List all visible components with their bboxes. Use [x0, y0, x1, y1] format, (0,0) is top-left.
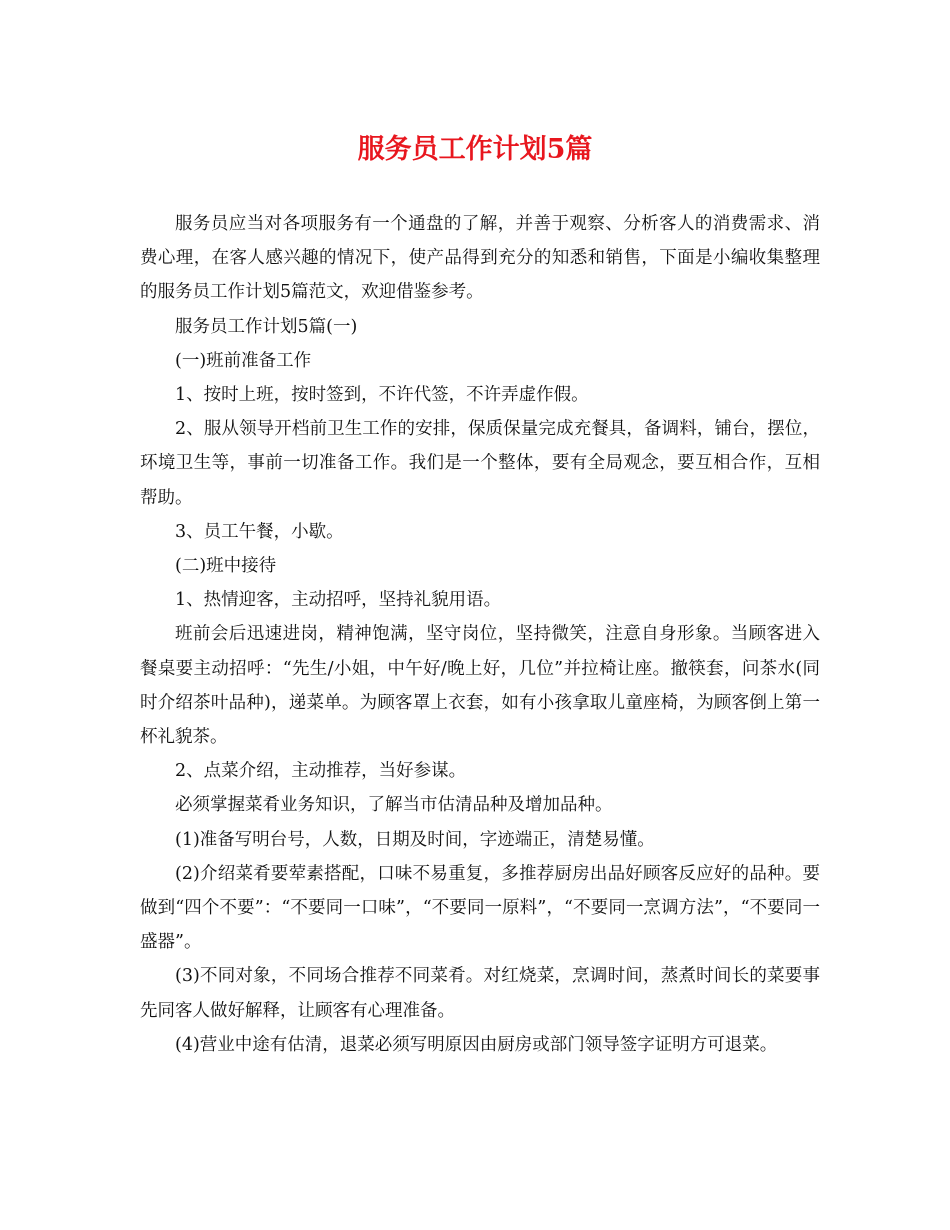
paragraph-intro: 服务员应当对各项服务有一个通盘的了解，并善于观察、分析客人的消费需求、消费心理，在客人感兴趣的情况下，使产品得到充分的知悉和销售，下面是小编收集整理的服务员工作计划5篇范文，欢迎借鉴参考。 [140, 214, 820, 303]
paragraph-subitem: (4)营业中途有估清，退菜必须写明原因由厨房或部门领导签字证明方可退菜。 [175, 1034, 778, 1055]
paragraph-item: 1、热情迎客，主动招呼，坚持礼貌用语。 [175, 590, 502, 611]
paragraph-section-1-heading: (一)班前准备工作 [175, 350, 312, 371]
paragraph-subitem: (3)不同对象，不同场合推荐不同菜肴。对红烧菜，烹调时间，蒸煮时间长的菜要事先同客人做好解释，让顾客有心理准备。 [140, 966, 820, 1021]
paragraph-text: 班前会后迅速进岗，精神饱满，坚守岗位，坚持微笑，注意自身形象。当顾客进入餐桌要主动招呼：“先生/小姐，中午好/晚上好，几位”并拉椅让座。撤筷套，问茶水(同时介绍茶叶品种)，递菜单。为顾客罩上衣套，如有小孩拿取儿童座椅，为顾客倒上第一杯礼貌茶。 [140, 624, 820, 748]
paragraph-subitem: (1)准备写明台号，人数，日期及时间，字迹端正，清楚易懂。 [175, 829, 655, 850]
paragraph-item: 2、点菜介绍，主动推荐，当好参谋。 [175, 761, 467, 782]
paragraph-section-2-heading: (二)班中接待 [175, 556, 277, 577]
paragraph-item: 2、服从领导开档前卫生工作的安排，保质保量完成充餐具，备调料，铺台，摆位，环境卫生等，事前一切准备工作。我们是一个整体，要有全局观念，要互相合作，互相帮助。 [140, 419, 820, 508]
paragraph-plan-heading: 服务员工作计划5篇(一) [175, 316, 358, 337]
paragraph-text: 必须掌握菜肴业务知识，了解当市估清品种及增加品种。 [175, 795, 613, 816]
document-title: 服务员工作计划5篇 [357, 134, 593, 165]
document-body [140, 207, 820, 1062]
paragraph-item: 3、员工午餐，小歇。 [175, 521, 344, 542]
paragraph-item: 1、按时上班，按时签到，不许代签，不许弄虚作假。 [175, 385, 589, 406]
paragraph-subitem: (2)介绍菜肴要荤素搭配，口味不易重复，多推荐厨房出品好顾客反应好的品种。要做到“四个不要”：“不要同一口味”，“不要同一原料”，“不要同一烹调方法”，“不要同一盛器”。 [140, 863, 820, 953]
